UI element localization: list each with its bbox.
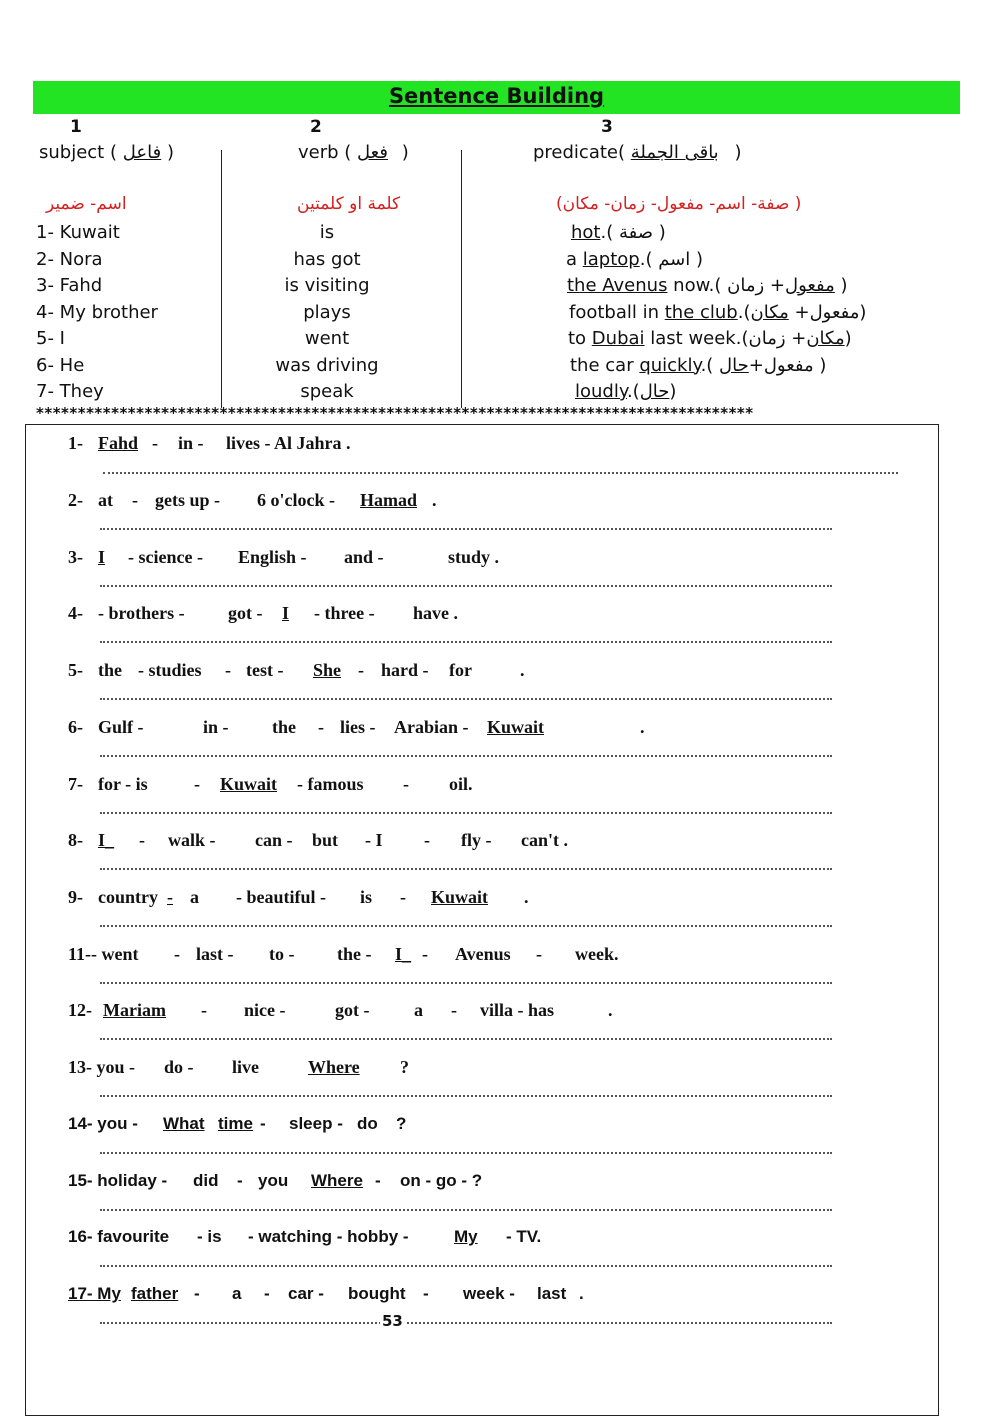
predicate-segment: a [566, 248, 583, 270]
scrambled-word: fly - [461, 830, 492, 850]
answer-line[interactable] [100, 528, 832, 530]
exercise-item [68, 1284, 828, 1308]
scrambled-word: - [318, 717, 324, 737]
example-predicate [568, 328, 852, 349]
exercise-item [68, 830, 828, 854]
scrambled-word: a [190, 887, 199, 907]
scrambled-word: walk - [168, 830, 216, 850]
scrambled-word: - science - [128, 547, 203, 567]
scrambled-word: gets up - [155, 490, 221, 510]
scrambled-word: for [449, 660, 472, 680]
example-row [0, 222, 992, 248]
example-row [0, 249, 992, 275]
scrambled-word: hard - [381, 660, 429, 680]
scrambled-word: - studies [138, 660, 202, 680]
scrambled-word: - [201, 1000, 207, 1020]
scrambled-word: last [537, 1284, 567, 1303]
exercise-item [68, 1227, 828, 1251]
predicate-segment: .( مفعول+ [700, 354, 814, 376]
scrambled-word: 17- My [68, 1284, 121, 1303]
scrambled-word: - [424, 830, 430, 850]
verb-label-close: ) [401, 142, 409, 163]
scrambled-word: She [313, 660, 342, 680]
exercise-item [68, 887, 828, 911]
column-number-3: 3 [601, 117, 613, 137]
page-number: 53 [382, 1312, 403, 1330]
predicate-segment: مكان [806, 328, 845, 349]
scrambled-word: can - [255, 830, 293, 850]
scrambled-word: What [163, 1114, 205, 1133]
answer-line[interactable] [100, 868, 832, 870]
scrambled-word: for - is [98, 774, 148, 794]
scrambled-word: 5- [68, 660, 83, 680]
scrambled-word: - [375, 1171, 381, 1190]
answer-line[interactable] [100, 698, 832, 700]
predicate-segment: .( [626, 381, 640, 402]
answer-line[interactable] [100, 641, 832, 643]
scrambled-word: live [232, 1057, 259, 1077]
scrambled-word: can't . [521, 830, 568, 850]
scrambled-word: test - [246, 660, 284, 680]
scrambled-word: - [260, 1114, 266, 1133]
exercise-item [68, 603, 828, 627]
scrambled-word: the [272, 717, 296, 737]
exercise-item [68, 547, 828, 571]
answer-line[interactable] [100, 585, 832, 587]
scrambled-word: bought [348, 1284, 406, 1303]
scrambled-word: a [232, 1284, 242, 1303]
scrambled-word: - [139, 830, 145, 850]
exercise-item [68, 774, 828, 798]
answer-line[interactable] [100, 925, 832, 927]
column-number-1: 1 [70, 117, 82, 137]
scrambled-word: do [357, 1114, 378, 1133]
subject-label-text: subject ( [39, 142, 117, 163]
scrambled-word: oil. [449, 774, 473, 794]
scrambled-word: ? [400, 1057, 409, 1077]
verb-label-text: verb ( [298, 142, 352, 163]
scrambled-word: 12- [68, 1000, 92, 1020]
scrambled-word: time [218, 1114, 253, 1133]
scrambled-word: to - [269, 944, 295, 964]
scrambled-word: I_ [98, 830, 115, 850]
predicate-segment: Dubai [591, 328, 645, 349]
scrambled-word: 16- favourite [68, 1227, 170, 1246]
answer-line[interactable] [100, 1322, 832, 1324]
scrambled-word: Kuwait [431, 887, 489, 907]
scrambled-word: the [98, 660, 122, 680]
example-row [0, 355, 992, 381]
predicate-segment: ) [669, 381, 677, 402]
scrambled-word: at [98, 490, 113, 510]
exercise-item [68, 433, 828, 457]
answer-line[interactable] [100, 1152, 832, 1154]
scrambled-word: - watching - hobby - [248, 1227, 409, 1246]
scrambled-word: and - [344, 547, 384, 567]
predicate-segment: to [568, 328, 592, 349]
example-subject: 3- Fahd [36, 275, 103, 296]
scrambled-word: - [358, 660, 364, 680]
scrambled-word: did [193, 1171, 219, 1190]
scrambled-word: - [451, 1000, 457, 1020]
scrambled-word: have . [413, 603, 458, 623]
scrambled-word: week - [463, 1284, 515, 1303]
predicate-segment: the club [664, 301, 738, 323]
answer-line[interactable] [100, 1038, 832, 1040]
scrambled-word: car - [288, 1284, 324, 1303]
predicate-segment: the Avenus [567, 275, 668, 296]
example-subject: 4- My brother [36, 301, 158, 323]
exercise-item [68, 490, 828, 514]
scrambled-word: Mariam [103, 1000, 166, 1020]
answer-line[interactable] [100, 812, 832, 814]
example-verb: has got [293, 248, 361, 270]
exercise-box [25, 424, 939, 1416]
example-verb: is visiting [284, 275, 370, 296]
scrambled-word: - [132, 490, 138, 510]
exercise-item [68, 717, 828, 741]
predicate-segment: .( اسم ) [639, 248, 703, 270]
scrambled-word: do - [164, 1057, 194, 1077]
scrambled-word: 8- [68, 830, 83, 850]
scrambled-word: father [131, 1284, 179, 1303]
column-number-2: 2 [310, 117, 322, 137]
scrambled-word: - [536, 944, 542, 964]
scrambled-word: ? [396, 1114, 407, 1133]
scrambled-word: . [520, 660, 525, 680]
scrambled-word: I_ [395, 944, 412, 964]
answer-line[interactable] [100, 1209, 832, 1211]
scrambled-word: English - [238, 547, 307, 567]
scrambled-word: - brothers - [98, 603, 185, 623]
example-subject: 6- He [36, 354, 85, 376]
example-verb: was driving [275, 354, 379, 376]
example-verb: speak [300, 381, 354, 402]
scrambled-word: Fahd [98, 433, 139, 453]
example-verb: is [319, 222, 335, 243]
scrambled-word: lives - Al Jahra . [226, 433, 351, 453]
verb-types: كلمة او كلمتين [297, 194, 401, 214]
scrambled-word: My [454, 1227, 478, 1246]
scrambled-word: lies - [340, 717, 376, 737]
subject-label [39, 142, 174, 163]
example-row [0, 328, 992, 354]
predicate-segment: مفعول [809, 301, 860, 323]
scrambled-word: - [167, 887, 173, 907]
scrambled-word: 13- you - [68, 1057, 135, 1077]
scrambled-word: - three - [314, 603, 375, 623]
scrambled-word: study . [448, 547, 500, 567]
scrambled-word: Kuwait [487, 717, 545, 737]
scrambled-word: - [194, 1284, 200, 1303]
scrambled-word: - [237, 1171, 243, 1190]
predicate-types: (صفة- اسم- مفعول- زمان- مكان ) [556, 194, 802, 214]
scrambled-word: - famous [297, 774, 364, 794]
scrambled-word: last - [196, 944, 234, 964]
predicate-label-ar: باقى الجملة [630, 142, 719, 163]
example-row [0, 302, 992, 328]
scrambled-word: . [432, 490, 437, 510]
answer-line[interactable] [100, 755, 832, 757]
scrambled-word: 9- [68, 887, 83, 907]
example-subject: 2- Nora [36, 248, 103, 270]
example-verb: plays [303, 301, 351, 323]
answer-line[interactable] [100, 982, 832, 984]
example-predicate [575, 381, 676, 402]
example-subject: 1- Kuwait [36, 222, 120, 243]
predicate-segment: + زمان) [748, 328, 852, 349]
predicate-segment: last week.( [644, 328, 749, 349]
example-row [0, 275, 992, 301]
scrambled-word: . [608, 1000, 613, 1020]
exercise-item [68, 660, 828, 684]
example-predicate [571, 222, 666, 243]
scrambled-word: I [98, 547, 106, 567]
separator-line: ************************************************************************************** [36, 404, 754, 422]
scrambled-word: Kuwait [220, 774, 278, 794]
predicate-segment: .( [737, 301, 751, 323]
scrambled-word: the - [337, 944, 372, 964]
scrambled-word: - is [197, 1227, 222, 1246]
scrambled-word: in - [203, 717, 229, 737]
exercise-item [68, 1057, 828, 1081]
scrambled-word: 3- [68, 547, 83, 567]
scrambled-word: a [414, 1000, 423, 1020]
subject-label-ar: فاعل [122, 142, 162, 163]
subject-types: اسم- ضمير [46, 194, 127, 214]
example-subject: 7- They [36, 381, 104, 402]
scrambled-word: Gulf - [98, 717, 144, 737]
verb-label [298, 142, 409, 163]
scrambled-word: . [579, 1284, 584, 1303]
exercise-item [68, 944, 828, 968]
predicate-segment: حال [639, 381, 670, 402]
example-predicate [569, 302, 866, 323]
predicate-segment: ) [813, 354, 827, 376]
example-predicate [567, 275, 848, 296]
predicate-label-text: predicate( [533, 142, 626, 163]
exercise-item [68, 1000, 828, 1024]
scrambled-word: - [152, 433, 158, 453]
exercise-item [68, 1114, 828, 1138]
scrambled-word: - [194, 774, 200, 794]
scrambled-word: 15- holiday - [68, 1171, 168, 1190]
predicate-label-close: ) [734, 142, 742, 163]
scrambled-word: - [264, 1284, 270, 1303]
predicate-segment: حال [719, 354, 749, 376]
scrambled-word: in - [178, 433, 204, 453]
scrambled-word: - [400, 887, 406, 907]
verb-label-ar: فعل [357, 142, 388, 163]
predicate-segment: hot [571, 222, 601, 243]
title-banner [33, 81, 960, 114]
predicate-segment: loudly [575, 381, 627, 402]
predicate-segment: ) [859, 301, 867, 323]
answer-line[interactable] [103, 472, 898, 474]
scrambled-word: . [640, 717, 645, 737]
scrambled-word: Hamad [360, 490, 418, 510]
predicate-segment: مفعول [784, 275, 835, 296]
predicate-segment: + زمان ) [727, 275, 848, 296]
scrambled-word: - [174, 944, 180, 964]
predicate-segment: now.( [667, 275, 728, 296]
scrambled-word: Arabian - [394, 717, 469, 737]
scrambled-word: 4- [68, 603, 83, 623]
exercise-item [68, 1171, 828, 1195]
scrambled-word: . [524, 887, 529, 907]
answer-line[interactable] [100, 1265, 832, 1267]
predicate-segment: + [788, 301, 810, 323]
scrambled-word: 14- you - [68, 1114, 138, 1133]
example-predicate [570, 355, 826, 376]
scrambled-word: you [258, 1171, 289, 1190]
predicate-segment: quickly [639, 354, 701, 376]
scrambled-word: - I [365, 830, 383, 850]
predicate-label [533, 142, 741, 163]
scrambled-word: I [282, 603, 290, 623]
predicate-segment: football in [569, 301, 665, 323]
scrambled-word: week. [575, 944, 619, 964]
scrambled-word: 6 o'clock - [257, 490, 335, 510]
scrambled-word: 1- [68, 433, 83, 453]
scrambled-word: 7- [68, 774, 83, 794]
predicate-segment: مكان [750, 301, 789, 323]
scrambled-word: - [422, 944, 428, 964]
scrambled-word: - TV. [506, 1227, 542, 1246]
scrambled-word: 6- [68, 717, 83, 737]
scrambled-word: - [403, 774, 409, 794]
scrambled-word: is [360, 887, 373, 907]
predicate-segment: the car [570, 354, 640, 376]
scrambled-word: nice - [244, 1000, 286, 1020]
scrambled-word: on - go - ? [400, 1171, 483, 1190]
scrambled-word: - beautiful - [236, 887, 326, 907]
page-title: Sentence Building [388, 84, 605, 108]
answer-line[interactable] [100, 1095, 832, 1097]
scrambled-word: Where [311, 1171, 363, 1190]
scrambled-word: - [423, 1284, 429, 1303]
scrambled-word: but [312, 830, 339, 850]
scrambled-word: got - [335, 1000, 370, 1020]
predicate-segment: .( صفة ) [600, 222, 666, 243]
example-verb: went [304, 328, 350, 349]
scrambled-word: sleep - [289, 1114, 343, 1133]
scrambled-word: - [225, 660, 231, 680]
scrambled-word: 11-- went [68, 944, 139, 964]
subject-label-close: ) [166, 142, 174, 163]
scrambled-word: got - [228, 603, 263, 623]
scrambled-word: Avenus [455, 944, 511, 964]
predicate-segment: laptop [582, 248, 640, 270]
scrambled-word: Where [308, 1057, 360, 1077]
scrambled-word: country [98, 887, 158, 907]
example-subject: 5- I [36, 328, 65, 349]
example-predicate [566, 249, 703, 270]
scrambled-word: villa - has [480, 1000, 555, 1020]
scrambled-word: 2- [68, 490, 83, 510]
